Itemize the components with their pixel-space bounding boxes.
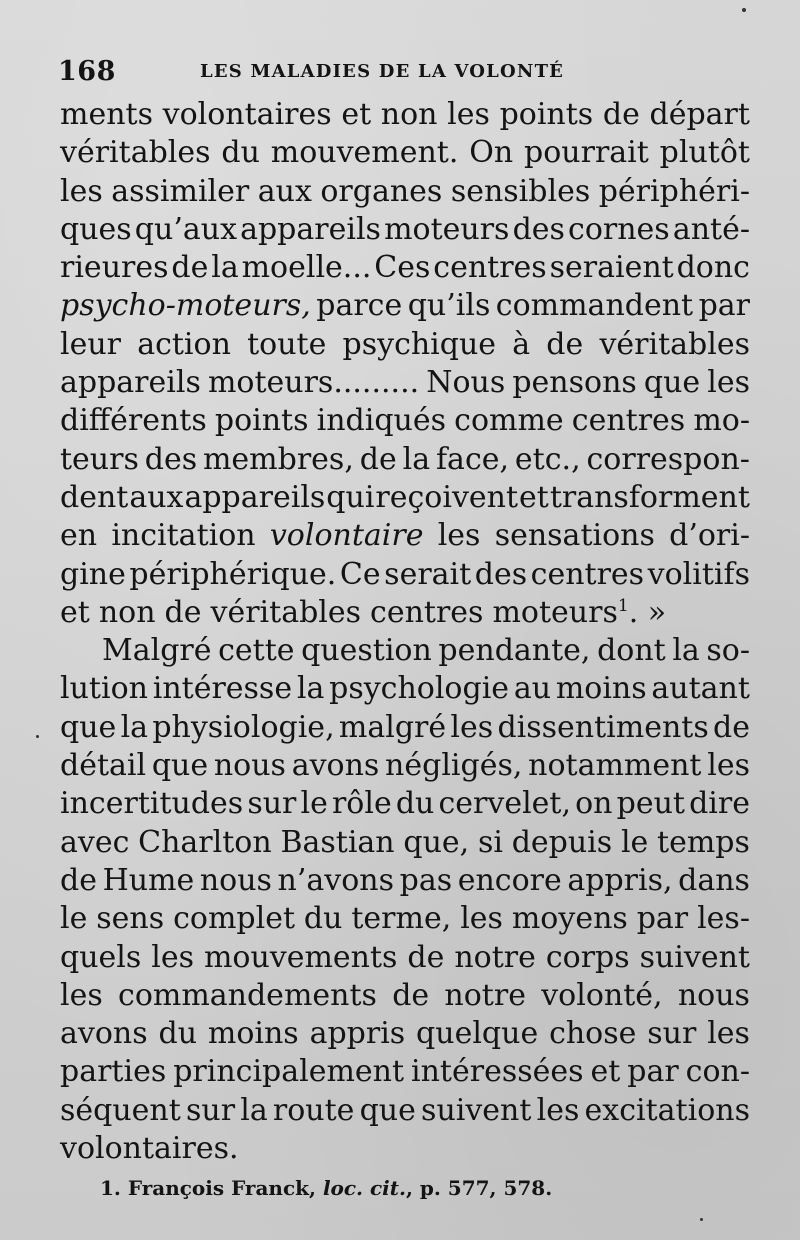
- text-line: rieures de la moelle... Ces centres seraient donc: [60, 250, 750, 286]
- text-line: teurs des membres, de la face, etc., correspon-: [60, 441, 750, 477]
- text-line: différents points indiqués comme centres mo-: [60, 403, 750, 439]
- scan-speck: [36, 735, 39, 738]
- text-line: véritables du mouvement. On pourrait plutôt: [60, 135, 750, 171]
- text-line: séquent sur la route que suivent les excitations: [60, 1092, 750, 1128]
- text-line: avec Charlton Bastian que, si depuis le temps: [60, 824, 750, 860]
- running-title: LES MALADIES DE LA VOLONTÉ: [200, 61, 565, 82]
- text-line: appareils moteurs......... Nous pensons que les: [60, 365, 750, 401]
- footnote: [100, 1176, 552, 1200]
- text-line: dent aux appareils qui reçoivent et transforment: [60, 479, 750, 515]
- text-line: les assimiler aux organes sensibles périphéri-: [60, 173, 750, 209]
- text-line: gine périphérique. Ce serait des centres volitifs: [60, 556, 750, 592]
- running-head: [58, 52, 748, 92]
- text-line: psycho-moteurs, parce qu’ils commandent par: [60, 288, 750, 324]
- footnote-author: François Franck,: [127, 1176, 316, 1200]
- footnote-pages: , p. 577, 578.: [405, 1176, 553, 1200]
- text-line: en incitation volontaire les sensations d’ori-: [60, 518, 750, 554]
- text-line: de Hume nous n’avons pas encore appris, dans: [60, 862, 750, 898]
- text-line: quels les mouvements de notre corps suivent: [60, 939, 750, 975]
- body-text: [60, 96, 750, 1168]
- text-line: parties principalement intéressées et par con-: [60, 1054, 750, 1090]
- footnote-marker: 1: [617, 595, 629, 616]
- text-line: les commandements de notre volonté, nous: [60, 977, 750, 1013]
- text-line: incertitudes sur le rôle du cervelet, on peut dire: [60, 786, 750, 822]
- scan-speck: [742, 8, 746, 12]
- footnote-citation: loc. cit.: [322, 1176, 406, 1200]
- text-line: que la physiologie, malgré les dissentiments de: [60, 709, 750, 745]
- quote-close: . »: [628, 594, 667, 630]
- footnote-number: 1.: [100, 1176, 121, 1200]
- text-line: ques qu’aux appareils moteurs des cornes anté-: [60, 211, 750, 247]
- text-line: ments volontaires et non les points de départ: [60, 97, 750, 132]
- text-line: détail que nous avons négligés, notamment les: [60, 748, 750, 784]
- text-line: le sens complet du terme, les moyens par les-: [60, 901, 750, 937]
- text-line: avons du moins appris quelque chose sur les: [60, 1016, 750, 1052]
- text-line: leur action toute psychique à de véritables: [60, 326, 750, 362]
- text-line: volontaires.: [60, 1131, 239, 1167]
- text-line: Malgré cette question pendante, dont la so-: [102, 633, 750, 669]
- scan-speck: [700, 1218, 703, 1221]
- text-line: lution intéresse la psychologie au moins autant: [60, 671, 750, 707]
- text-line: et non de véritables centres moteurs$^1$. »: [60, 594, 667, 630]
- page-number: 168: [58, 56, 116, 87]
